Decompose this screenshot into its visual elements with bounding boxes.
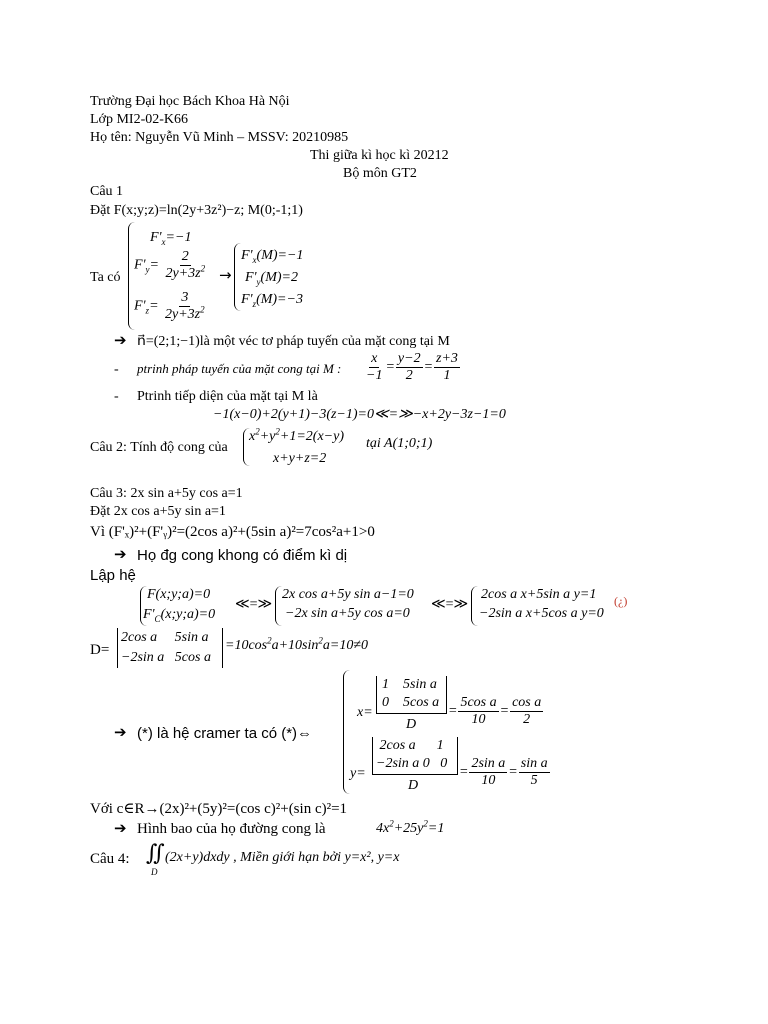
star-marker: (¿): [614, 594, 628, 608]
q1-taco: Ta có: [90, 270, 121, 285]
q4-integral: (2x+y)dxdy , Miền giới hạn bởi y=x², y=x: [165, 850, 400, 865]
det-row1: 2cos a 5sin a: [121, 630, 209, 645]
q2-eq2: x+y+z=2: [273, 451, 327, 466]
school-name: Trường Đại học Bách Khoa Hà Nội: [90, 94, 290, 109]
bullet-arrow-icon: ➔: [114, 331, 127, 349]
y-result: = $\frac{\text{2sin a}}{10}$ = $\frac{\text{sin a}}{5}$: [459, 756, 548, 788]
sys-brace-2: [275, 586, 282, 626]
det-bar-right: [222, 628, 223, 668]
envelope-label: Hình bao của họ đường cong là: [137, 821, 326, 837]
dx-denominator: D: [406, 717, 417, 732]
q1-title: Câu 1: [90, 184, 124, 199]
system-label: Lập hệ: [90, 567, 136, 584]
y-label: y=: [350, 766, 366, 781]
q2-eq1: $x^2+y^2+1=2(x-y)$: [249, 426, 344, 444]
dash-bullet: -: [114, 389, 119, 404]
dash-bullet: -: [114, 362, 119, 377]
normal-line-eq: $\frac{x}{-1}$ = $\frac{y-2}{2}$ = $\frac{z+3}{1}$: [366, 351, 458, 383]
partial-fy: $F'_y=$ $\frac{2}{2y+3z^2}$: [134, 249, 206, 281]
equiv-sign: ≪=≫: [235, 597, 273, 612]
fy-at-m: $F'_y(M)=2$: [245, 270, 298, 287]
q3-with: Với c∈R→(2x)²+(5y)²=(cos c)²+(sin c)²=1: [90, 801, 348, 817]
exam-title: Thi giữa kì học kì 20212: [310, 148, 449, 163]
arrow-icon: →: [219, 266, 232, 284]
double-integral-sign: ∬: [146, 840, 165, 865]
dx-row1: 1 5sin a: [382, 677, 437, 692]
q3-define: Đặt 2x cos a+5y sin a=1: [90, 504, 226, 519]
q3-because: Vì (F'ₓ)²+(F'ᵧ)²=(2cos a)²+(5sin a)²=7cos²a+1>0: [90, 524, 375, 540]
tangent-plane-label: Ptrinh tiếp diện của mặt tại M là: [137, 389, 318, 404]
dy-row2: −2sin a 0 0: [376, 756, 448, 771]
x-result: = $\frac{\text{5cos a}}{10}$ = $\frac{\text{cos a}}{2}$: [448, 695, 542, 727]
q1-define: Đặt F(x;y;z)=ln(2y+3z²)−z; M(0;-1;1): [90, 203, 303, 218]
frac-line: [376, 713, 447, 714]
sys2-eq2: −2x sin a+5y cos a=0: [285, 606, 410, 621]
envelope-eq: $4x^2+25y^2=1$: [376, 818, 445, 836]
dx-bar-right: [446, 676, 447, 714]
sys-brace-3: [471, 586, 478, 626]
q3-title: Câu 3: 2x sin a+5y cos a=1: [90, 486, 243, 501]
partial-fz: $F'_z=$ $\frac{3}{2y+3z^2}$: [134, 290, 205, 322]
partial-fx: $F'_x=-1$: [150, 230, 192, 247]
no-singular-point: Họ đg cong khong có điểm kì dị: [137, 547, 348, 564]
dy-row1: 2cos a 1: [376, 738, 444, 753]
domain-subscript: D: [151, 867, 158, 877]
sys3-eq1: 2cos a x+5sin a y=1: [481, 587, 597, 602]
dx-row2: 0 5cos a: [382, 695, 440, 710]
normal-vector: n⃗=(2;1;−1)là một véc tơ pháp tuyến của mặt cong tại M: [137, 334, 450, 349]
q4-title: Câu 4:: [90, 851, 130, 867]
frac-line: [372, 774, 458, 775]
bullet-arrow-icon: ➔: [114, 819, 127, 837]
dy-bar-left: [372, 737, 373, 775]
det-value: $=10\cos^2a+10\sin^2a=10\ne 0$: [225, 635, 369, 653]
tangent-plane-eq: −1(x−0)+2(y+1)−3(z−1)=0≪=≫−x+2y−3z−1=0: [213, 407, 506, 422]
dy-bar-right: [457, 737, 458, 775]
det-label: D=: [90, 642, 110, 658]
equiv-sign: ≪=≫: [431, 597, 469, 612]
normal-line-label: ptrinh pháp tuyến của mặt cong tại M :: [137, 361, 342, 376]
q2-title: Câu 2: Tính độ cong của: [90, 440, 228, 455]
dy-denominator: D: [408, 778, 419, 793]
class-code: Lớp MI2-02-K66: [90, 112, 188, 127]
fz-at-m: $F'_z(M)=-3$: [241, 292, 303, 309]
bullet-arrow-icon: ➔: [114, 723, 127, 741]
sys3-eq2: −2sin a x+5cos a y=0: [479, 606, 604, 621]
cramer-label: (*) là hệ cramer ta có (*)⇔: [137, 725, 313, 742]
student-info: Họ tên: Nguyễn Vũ Minh – MSSV: 20210985: [90, 130, 349, 145]
x-label: x=: [357, 705, 373, 720]
det-row2: −2sin a 5cos a: [121, 650, 211, 665]
department: Bộ môn GT2: [343, 166, 417, 181]
bullet-arrow-icon: ➔: [114, 545, 127, 563]
det-bar-left: [117, 628, 118, 668]
sys1-eq2: $F'_C(x;y;a)=0$: [143, 607, 216, 624]
values-brace: [234, 243, 241, 311]
cramer-brace: [343, 670, 350, 794]
q2-at-point: tại A(1;0;1): [366, 436, 433, 451]
dx-bar-left: [376, 676, 377, 714]
sys2-eq1: 2x cos a+5y sin a−1=0: [282, 587, 414, 602]
sys1-eq1: F(x;y;a)=0: [147, 587, 211, 602]
fx-at-m: $F'_x(M)=-1$: [241, 248, 304, 265]
